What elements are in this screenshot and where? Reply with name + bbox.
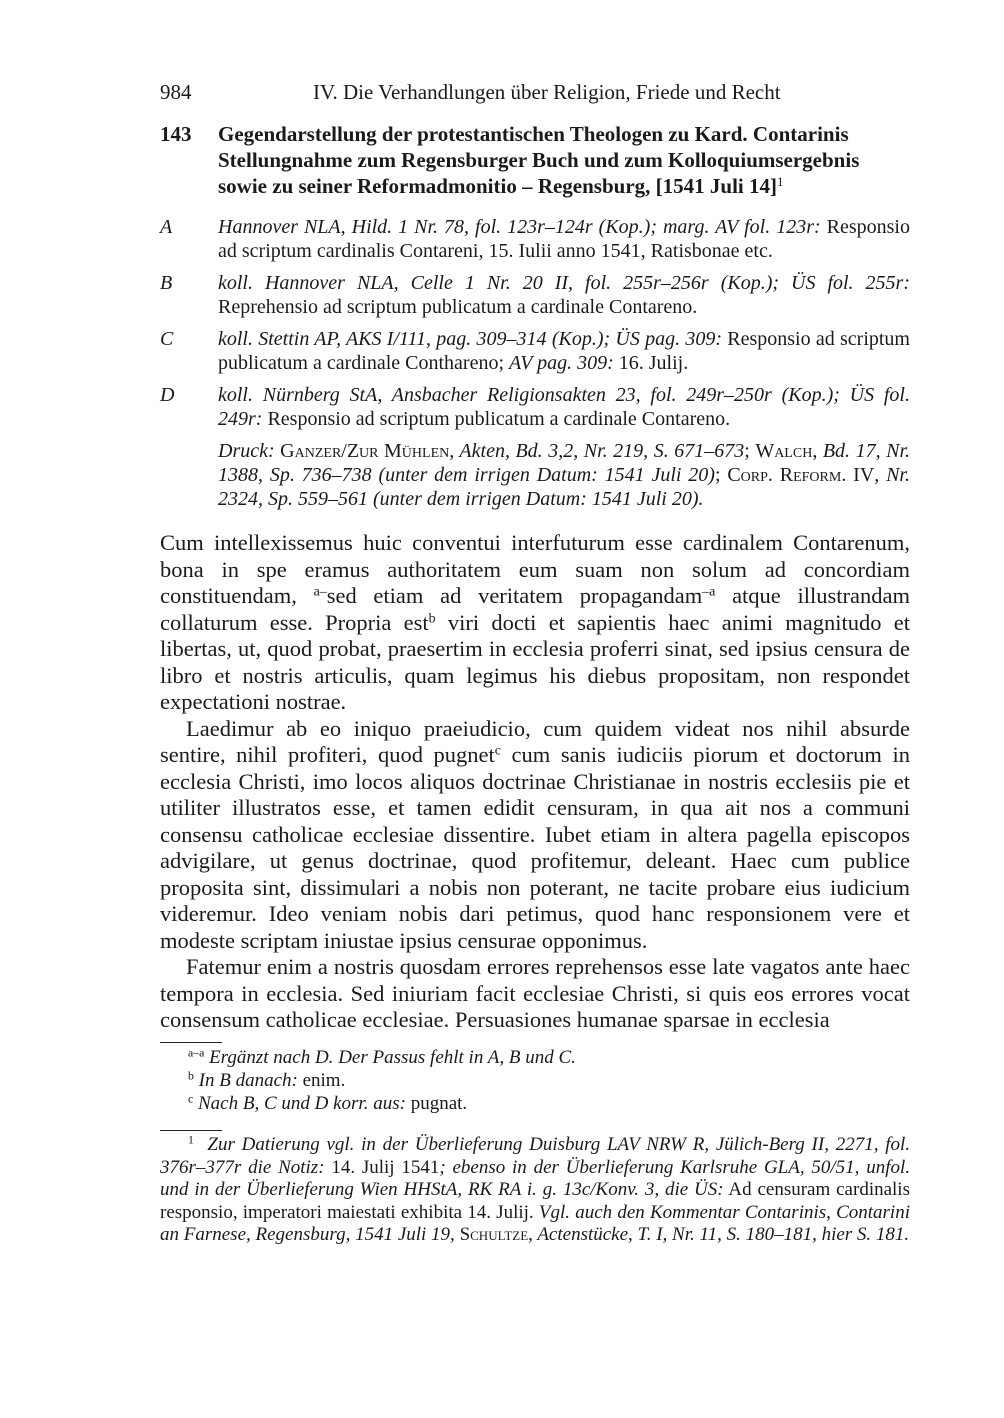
textual-note: $^c$ Nach B, C und D korr. aus: pugnat. bbox=[188, 1092, 468, 1114]
source-list bbox=[160, 215, 910, 519]
print-editions: Druck: Ganzer/Zur Mühlen, Akten, Bd. 3,2, Nr. 219, S. 671–673; Walch, Bd. 17, Nr. 1388, Sp. 736–738 (unter dem irrigen Datum: 1541 Juli 20); Corp. Reform. IV, Nr. 2324, Sp. 559–561 (unter dem irrigen Datum: 1541 Juli 20). bbox=[218, 440, 911, 510]
source-entry-a: A Hannover NLA, Hild. 1 Nr. 78, fol. 123r–124r (Kop.); marg. AV fol. 123r: Responsio ad scriptum cardinalis Contareni, 15. Iulii anno 1541, Ratisbonae etc. bbox=[160, 216, 910, 262]
textual-notes-rule bbox=[160, 1042, 222, 1043]
document-title: Gegendarstellung der protestantischen Theologen zu Kard. Contarinis Stellungnahme zum Regensburger Buch und zum Kolloquiumsergebnis sowie zu seiner Reformadmonitio – Regensburg, [1541 Juli 14]$^1$ bbox=[218, 122, 860, 198]
siglum: D bbox=[160, 384, 175, 406]
paragraph-3: Fatemur enim a nostris quosdam errores reprehensos esse late vagatos ante haec tempora in ecclesia. Sed iniuriam facit ecclesiae Christi, si quis eos errores vocat consensum catholicae ecclesiae. Persuasiones humanae sparsae in ecclesia bbox=[160, 954, 910, 1032]
source-entry-b: B koll. Hannover NLA, Celle 1 Nr. 20 II, fol. 255r–256r (Kop.); ÜS fol. 255r: Reprehensio ad scriptum publicatum a cardinale Contareno. bbox=[160, 272, 910, 318]
note-mark-a-open[interactable]: a– bbox=[313, 584, 327, 600]
note-mark-c[interactable]: c bbox=[494, 743, 501, 759]
siglum: B bbox=[160, 272, 173, 294]
source-entry-c: C koll. Stettin AP, AKS I/111, pag. 309–314 (Kop.); ÜS pag. 309: Responsio ad scriptum publicatum a cardinale Conthareno; AV pag. 309: 16. Julij. bbox=[160, 328, 910, 374]
textual-note: $^b$ In B danach: enim. bbox=[188, 1069, 346, 1091]
document-number: 143 bbox=[160, 122, 192, 146]
main-text bbox=[160, 530, 910, 1034]
note-mark-a-close[interactable]: –a bbox=[702, 584, 716, 600]
textual-note: $^{a-a}$ Ergänzt nach D. Der Passus fehlt in A, B und C. bbox=[188, 1046, 576, 1068]
textual-notes bbox=[160, 1046, 910, 1115]
footnote-1: $^1$ Zur Datierung vgl. in der Überlieferung Duisburg LAV NRW R, Jülich-Berg II, 2271, fol. 376r–377r die Notiz: 14. Julij 1541; ebenso in der Überlieferung Karlsruhe GLA, 50/51, unfol. und in der Überlieferung Wien HHStA, RK RA i. g. 13c/Konv. 3, die ÜS: Ad censuram cardinalis responsio, imperatori maiestati exhibita 14. Julij. Vgl. auch den Kommentar Contarinis, Contarini an Farnese, Regensburg, 1541 Juli 19, Schultze, Actenstücke, T. I, Nr. 11, S. 180–181, hier S. 181. bbox=[160, 1133, 911, 1245]
page-number: 984 bbox=[160, 80, 192, 104]
source-entry-d: D koll. Nürnberg StA, Ansbacher Religionsakten 23, fol. 249r–250r (Kop.); ÜS fol. 249r: Responsio ad scriptum publicatum a cardinale Contareno. bbox=[160, 384, 910, 430]
siglum: C bbox=[160, 328, 174, 350]
footnote-ref-1[interactable]: 1 bbox=[777, 173, 784, 189]
paragraph-1: Cum intellexissemus huic conventui interfuturum esse cardinalem Contarenum, bona in spe eramus authoritatem eum suam non solum ad concordiam constituendam, $^{a-}$sed etiam ad veritatem propagandam$^{-a}$ atque illustrandam collaturum esse. Propria est$^b$ viri docti et sapientis haec animi magnitudo et libertas, ut, quod probat, praesertim in ecclesia proferri sinat, sed ipsius censura de libro et nostris articulis, quam legimus his diebus propositam, non respondet expectationi nostrae. bbox=[160, 530, 911, 714]
note-mark-b[interactable]: b bbox=[428, 610, 436, 626]
paragraph-2: Laedimur ab eo iniquo praeiudicio, cum quidem videat nos nihil absurde sentire, nihil profiteri, quod pugnet$^c$ cum sanis iudiciis piorum et doctorum in ecclesia Christi, imo locos aliquos doctrinae Christianae in nostris ecclesiis pie et utiliter illustratos esse, et tamen edidit censuram, in qua ait nos a communi consensu catholicae ecclesiae dissentire. Iubet etiam in altera pagella episcopos advigilare, ut genus doctrinae, quod profitemur, deleant. Haec cum publice proposita sint, dissimulari a nobis non poterant, ne tacite probare eius iudicium videremur. Ideo veniam nobis dari petimus, quod hanc responsionem vere et modeste scriptam iniustae ipsius censurae opponimus. bbox=[160, 715, 911, 953]
running-title: IV. Die Verhandlungen über Religion, Friede und Recht bbox=[313, 80, 781, 104]
footnotes-rule bbox=[160, 1130, 222, 1131]
siglum: A bbox=[160, 216, 173, 238]
